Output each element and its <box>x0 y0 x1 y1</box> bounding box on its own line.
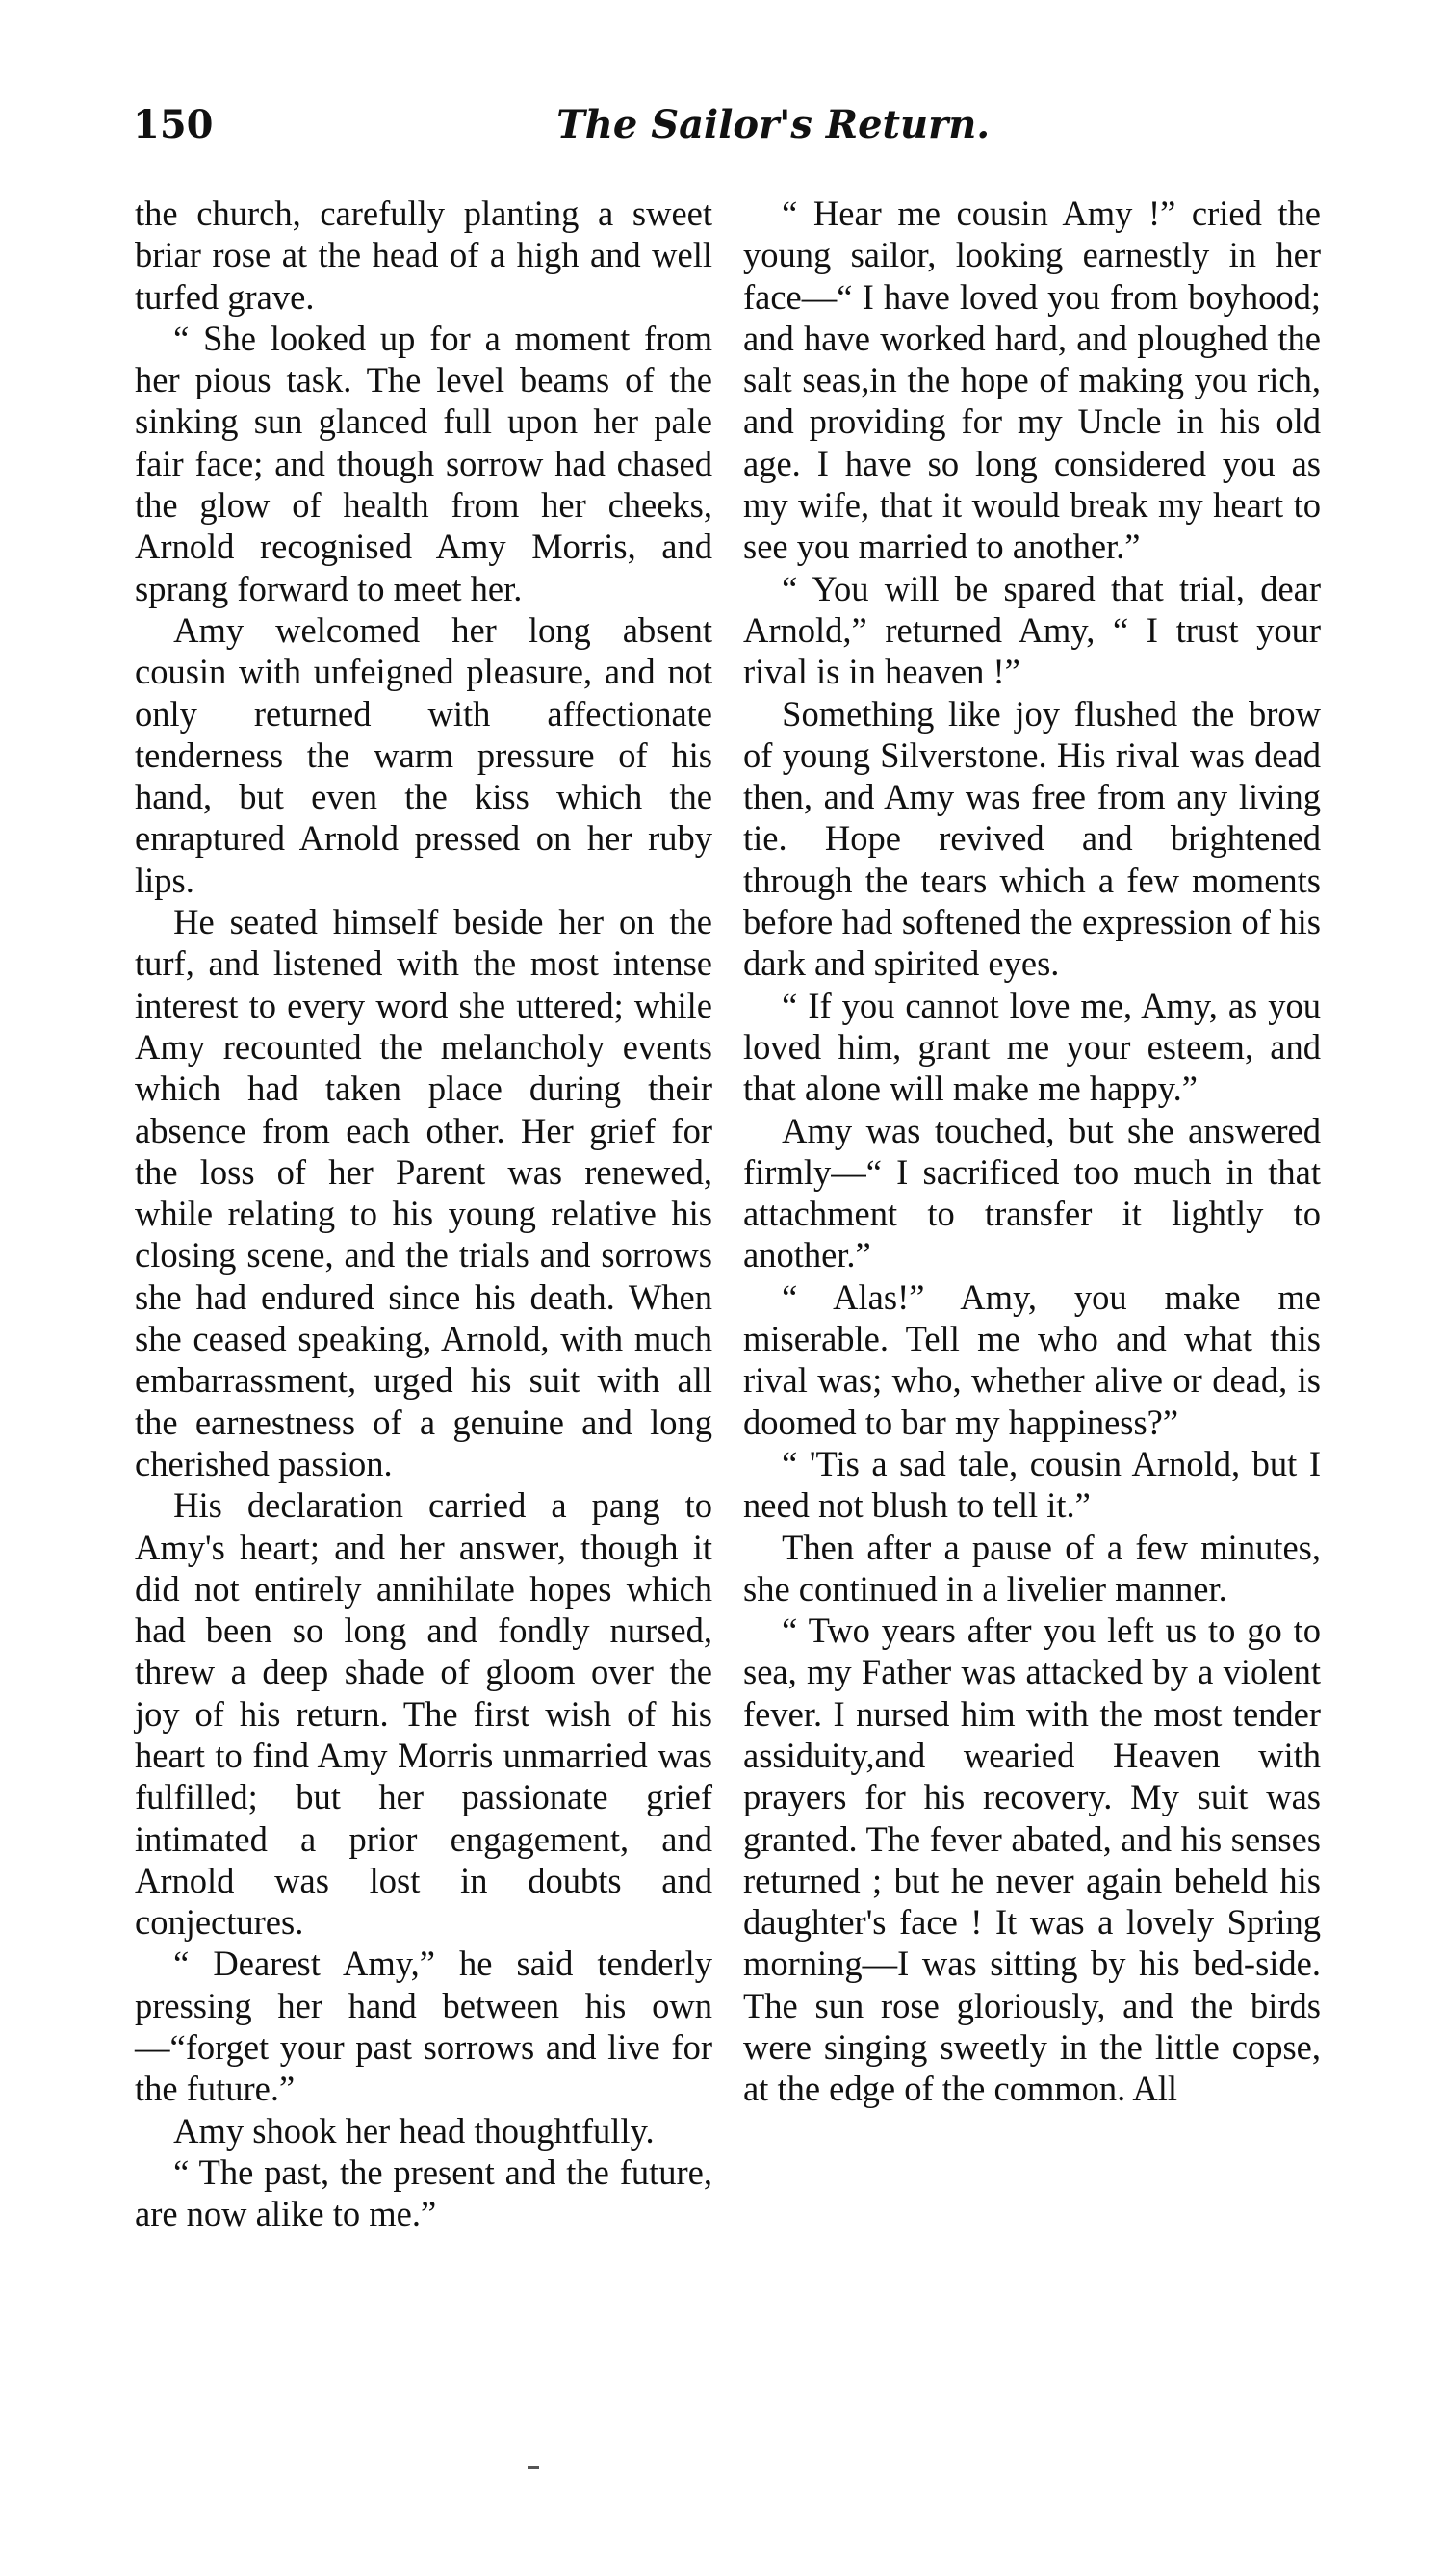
paragraph: “ Dearest Amy,” he said tenderly pressing her hand between his own—“forget your past sorrows and live for the future.” <box>135 1944 712 2109</box>
paragraph: “ Two years after you left us to go to sea, my Father was attacked by a violent fever. I nursed him with the most tender assiduity,and wearied Heaven with prayers for his recovery. My suit was granted. The fever abated, and his senses returned ; but he never again beheld his daughter's face ! It was a lovely Spring morning—I was sitting by his bed-side. The sun rose gloriously, and the birds were singing sweetly in the little copse, at the edge of the common. All <box>743 1610 1321 2109</box>
paragraph: the church, carefully planting a sweet briar rose at the head of a high and well turfed grave. <box>135 193 712 317</box>
paragraph: “ If you cannot love me, Amy, as you loved him, grant me your esteem, and that alone will make me happy.” <box>743 985 1321 1109</box>
text-column-right <box>743 193 1321 2110</box>
paragraph: He seated himself beside her on the turf, and listened with the most intense interest to every word she uttered; while Amy recounted the melancholy events which had taken place during their absence from each other. Her grief for the loss of her Parent was renewed, while relating to his young relative his closing scene, and the trials and sorrows she had endured since his death. When she ceased speaking, Arnold, with much embarrassment, urged his suit with all the earnestness of a genuine and long cherished passion. <box>135 902 712 1483</box>
running-head <box>133 102 1327 160</box>
paragraph: Amy was touched, but she answered firmly—“ I sacrificed too much in that attachment to transfer it lightly to another.” <box>743 1110 1321 1275</box>
paragraph: “ 'Tis a sad tale, cousin Arnold, but I need not blush to tell it.” <box>743 1443 1321 1526</box>
paragraph: Something like joy flushed the brow of young Silverstone. His rival was dead then, and Amy was free from any living tie. Hope revived and brightened through the tears which a few moments before had softened the expression of his dark and spirited eyes. <box>743 693 1321 984</box>
paragraph: Amy shook her head thoughtfully. <box>173 2110 655 2151</box>
paragraph: “ She looked up for a moment from her pious task. The level beams of the sinking sun glanced full upon her pale fair face; and though sorrow had chased the glow of health from her cheeks, Arnold recognised Amy Morris, and sprang forward to meet her. <box>135 318 712 608</box>
print-mark <box>528 2466 539 2469</box>
running-title: The Sailor's Return. <box>556 102 991 147</box>
paragraph: “ Hear me cousin Amy !” cried the young sailor, looking earnestly in her face—“ I have loved you from boyhood; and have worked hard, and ploughed the salt seas,in the hope of making you rich, and providing for my Uncle in his old age. I have so long considered you as my wife, that it would break my heart to see you married to another.” <box>743 193 1321 567</box>
paragraph: “ The past, the present and the future, are now alike to me.” <box>135 2151 712 2234</box>
paragraph: Amy welcomed her long absent cousin with unfeigned pleasure, and not only returned with affectionate tenderness the warm pressure of his hand, but even the kiss which the enraptured Arnold pressed on her ruby lips. <box>135 609 712 900</box>
page-number: 150 <box>133 102 214 147</box>
paragraph: Then after a pause of a few minutes, she continued in a livelier manner. <box>743 1527 1321 1609</box>
paragraph: “ Alas!” Amy, you make me miserable. Tell me who and what this rival was; who, whether alive or dead, is doomed to bar my happiness?” <box>743 1276 1321 1442</box>
paragraph: “ You will be spared that trial, dear Arnold,” returned Amy, “ I trust your rival is in heaven !” <box>743 568 1321 692</box>
text-column-left <box>135 193 712 2235</box>
paragraph: His declaration carried a pang to Amy's heart; and her answer, though it did not entirely annihilate hopes which had been so long and fondly nursed, threw a deep shade of gloom over the joy of his return. The first wish of his heart to find Amy Morris unmarried was fulfilled; but her passionate grief intimated a prior engagement, and Arnold was lost in doubts and conjectures. <box>135 1485 712 1943</box>
